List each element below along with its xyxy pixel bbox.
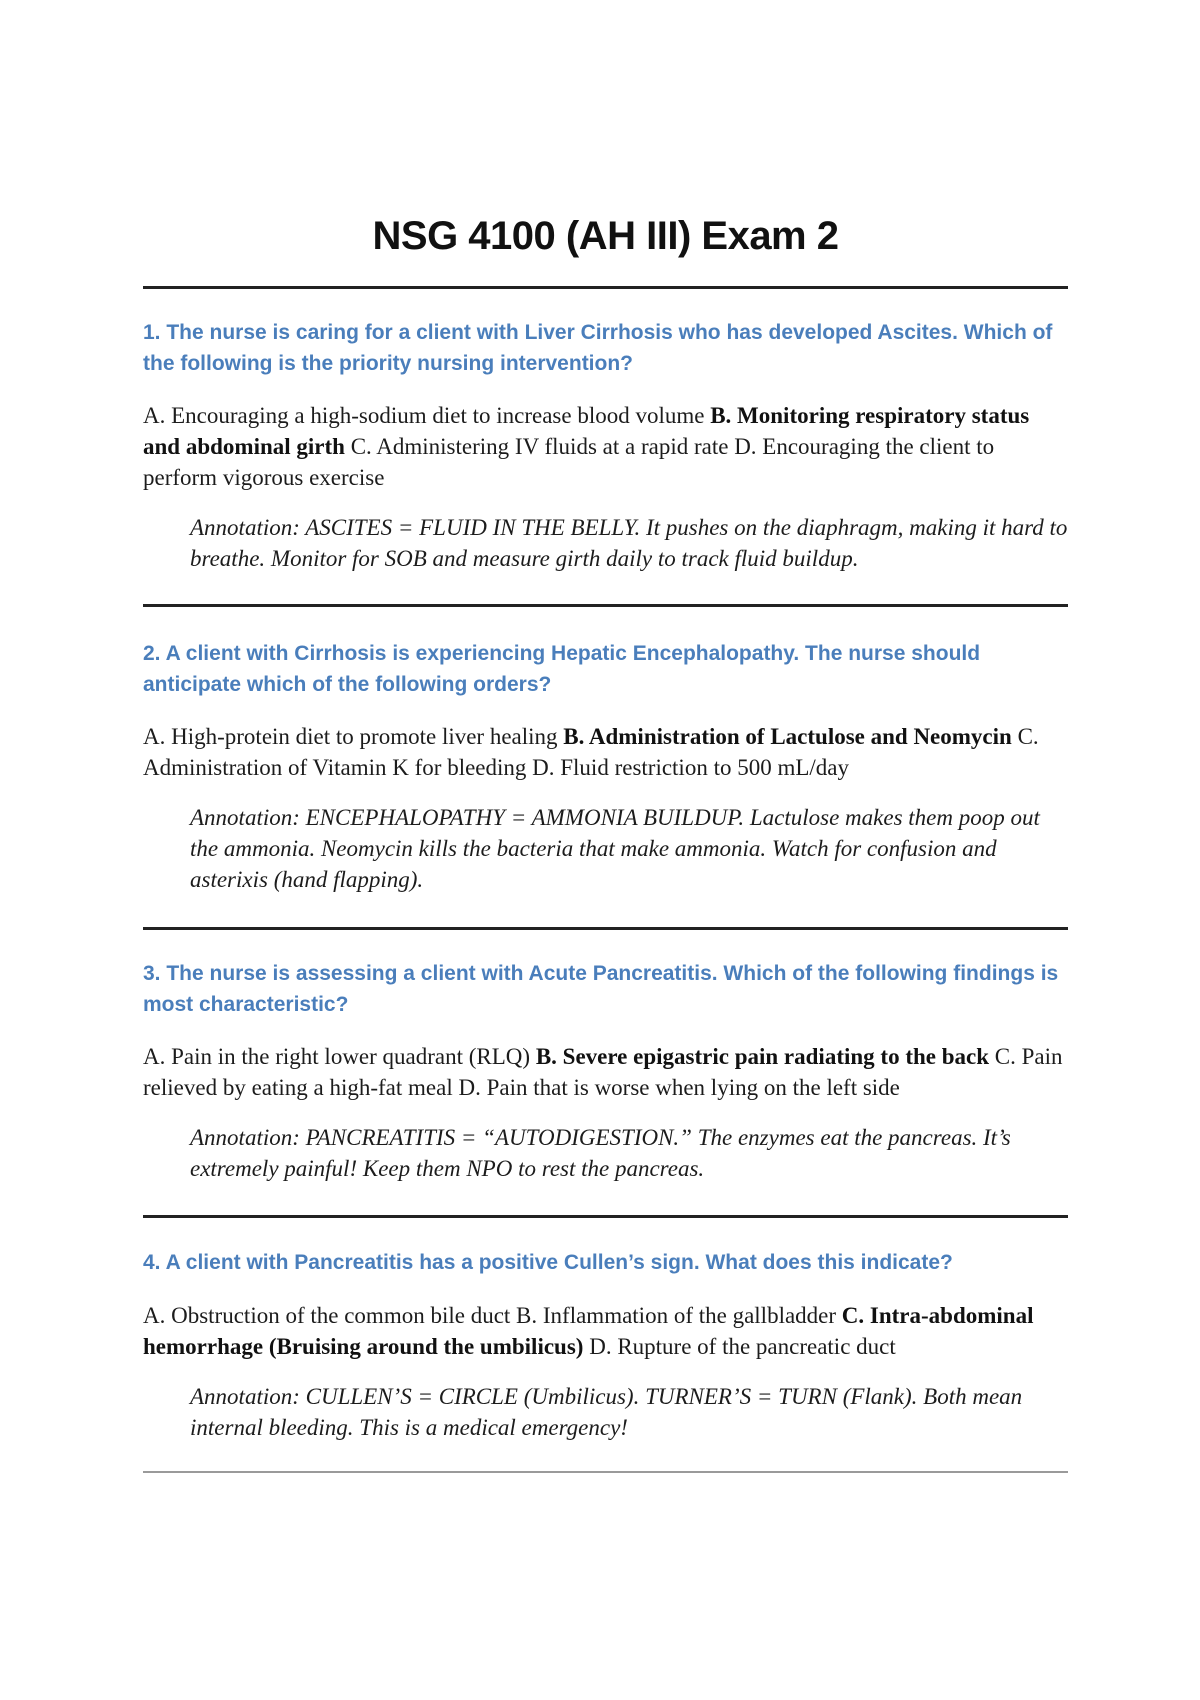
question-prompt: 4. A client with Pancreatitis has a positive Cullen’s sign. What does this indicate?	[143, 1251, 953, 1274]
option-a: A. Pain in the right lower quadrant (RLQ)	[143, 1044, 536, 1069]
option-b: B. Inflammation of the gallbladder	[510, 1303, 842, 1328]
annotation: Annotation: CULLEN’S = CIRCLE (Umbilicus). TURNER’S = TURN (Flank). Both mean internal bleeding. This is a medical emergency!	[190, 1384, 1023, 1440]
answer-options	[143, 1300, 1068, 1362]
question-prompt: 2. A client with Cirrhosis is experiencing Hepatic Encephalopathy. The nurse should anticipate which of the following orders?	[143, 642, 981, 696]
answer-options	[143, 1041, 1068, 1103]
option-b-correct: B. Monitoring respiratory status and abdominal girth	[143, 403, 1030, 459]
question-prompt: 3. The nurse is assessing a client with Acute Pancreatitis. Which of the following findings is most characteristic?	[143, 962, 1059, 1016]
question-4	[143, 1218, 1068, 1443]
option-c: C. Administering IV fluids at a rapid rate	[344, 434, 729, 459]
annotation: Annotation: ENCEPHALOPATHY = AMMONIA BUILDUP. Lactulose makes them poop out the ammonia. Neomycin kills the bacteria that make ammonia. Watch for confusion and asterixis (hand flapping).	[190, 805, 1040, 892]
divider	[143, 1471, 1068, 1473]
option-b-correct: B. Severe epigastric pain radiating to the back	[535, 1044, 990, 1069]
option-a: A. High-protein diet to promote liver healing	[143, 724, 564, 749]
question-3	[143, 930, 1068, 1184]
answer-options	[143, 400, 1068, 493]
question-1	[143, 289, 1068, 574]
question-prompt: 1. The nurse is caring for a client with Liver Cirrhosis who has developed Ascites. Which of the following is the priority nursing intervention?	[143, 321, 1053, 375]
option-a: A. Obstruction of the common bile duct	[143, 1303, 511, 1328]
option-d: D. Fluid restriction to 500 mL/day	[526, 755, 849, 780]
option-d: D. Pain that is worse when lying on the left side	[452, 1075, 900, 1100]
option-b-correct: B. Administration of Lactulose and Neomycin	[563, 724, 1012, 749]
exam-page	[143, 0, 1068, 1473]
option-d: D. Encouraging the client to perform vigorous exercise	[143, 434, 995, 490]
option-c-correct: C. Intra-abdominal hemorrhage (Bruising around the umbilicus)	[143, 1303, 1034, 1359]
option-c: C. Administration of Vitamin K for bleeding	[143, 724, 1039, 780]
answer-options	[143, 721, 1068, 783]
option-a: A. Encouraging a high-sodium diet to increase blood volume	[143, 403, 711, 428]
annotation: Annotation: ASCITES = FLUID IN THE BELLY. It pushes on the diaphragm, making it hard to breathe. Monitor for SOB and measure girth daily to track fluid buildup.	[190, 515, 1068, 571]
annotation: Annotation: PANCREATITIS = “AUTODIGESTION.” The enzymes eat the pancreas. It’s extremely painful! Keep them NPO to rest the pancreas.	[190, 1125, 1011, 1181]
option-d: D. Rupture of the pancreatic duct	[583, 1334, 896, 1359]
page-title: NSG 4100 (AH III) Exam 2	[372, 214, 839, 258]
option-c: C. Pain relieved by eating a high-fat meal	[143, 1044, 1063, 1100]
question-2	[143, 607, 1068, 895]
